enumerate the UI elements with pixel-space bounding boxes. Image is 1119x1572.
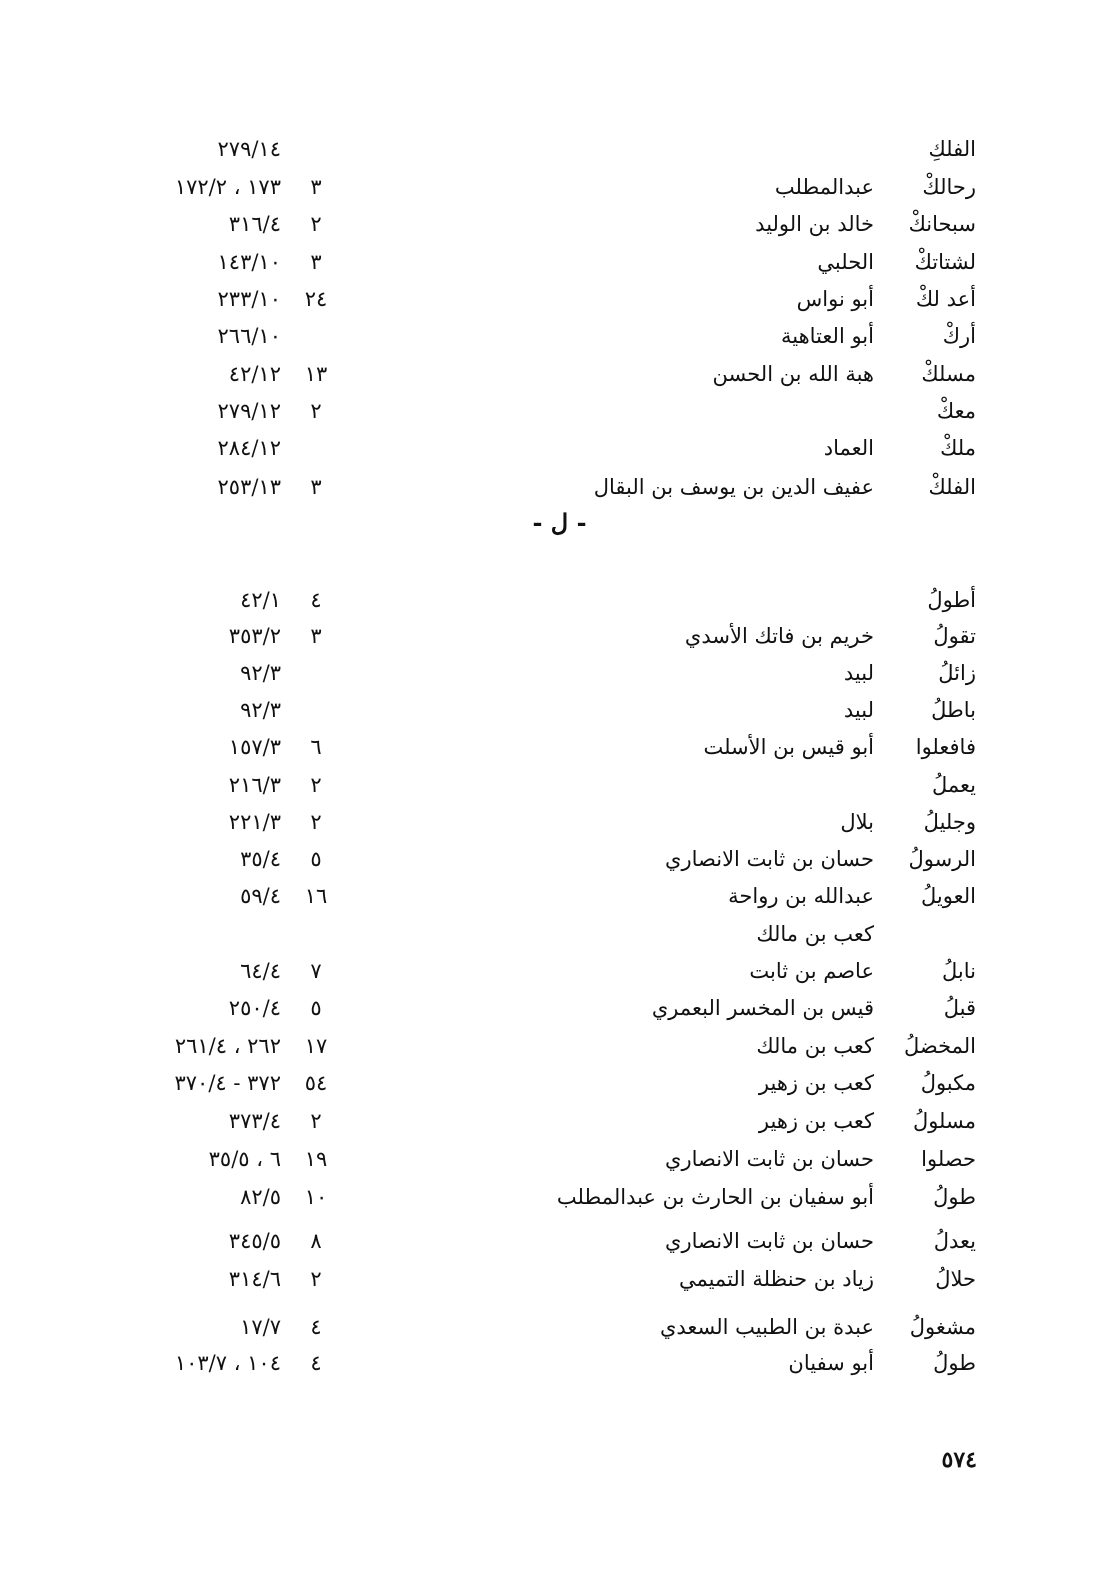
index-row	[0, 1141, 1119, 1177]
rhyme-word: يعدلُ	[933, 1229, 976, 1253]
rhyme-word: لشتاتكْ	[914, 250, 976, 274]
rhyme-word: حلالُ	[935, 1267, 976, 1291]
index-row	[0, 131, 1119, 167]
rhyme-word: رحالكْ	[922, 175, 976, 199]
index-row	[0, 692, 1119, 728]
volume-page-ref: ٩٢/٣	[240, 661, 281, 685]
index-row	[0, 1261, 1119, 1297]
verse-count: ٣	[310, 175, 322, 199]
verse-count: ٣	[310, 250, 322, 274]
volume-page-ref: ٣٧٣/٤	[228, 1109, 281, 1133]
poet-name: كعب بن زهير	[758, 1071, 874, 1095]
poet-name: أبو سفيان	[788, 1351, 874, 1375]
rhyme-word: الرسولُ	[908, 847, 976, 871]
volume-page-ref: ١٥٧/٣	[228, 735, 281, 759]
rhyme-word: ملكْ	[940, 436, 976, 460]
volume-page-ref: ٣٥/٤	[240, 847, 281, 871]
verse-count: ٢	[310, 1109, 322, 1133]
poet-name: بلال	[840, 810, 874, 834]
poet-name: كعب بن زهير	[758, 1109, 874, 1133]
volume-page-ref: ٣١٦/٤	[228, 212, 281, 236]
verse-count: ٤	[310, 1315, 322, 1339]
verse-count: ٢	[310, 810, 322, 834]
rhyme-word: سبحانكْ	[908, 212, 976, 236]
volume-page-ref: ٦٤/٤	[240, 959, 281, 983]
poet-name: عبدالله بن رواحة	[728, 884, 874, 908]
poet-name: كعب بن مالك	[756, 922, 874, 946]
rhyme-word: قبلُ	[943, 996, 976, 1020]
volume-page-ref: ١٧/٧	[240, 1315, 281, 1339]
volume-page-ref: ٢١٦/٣	[228, 773, 281, 797]
index-row	[0, 618, 1119, 654]
rhyme-word: زائلُ	[938, 661, 976, 685]
index-row	[0, 767, 1119, 803]
volume-page-ref: ١٤٣/١٠	[217, 250, 281, 274]
verse-count: ١٦	[304, 884, 328, 908]
rhyme-word: مشغولُ	[909, 1315, 976, 1339]
index-row	[0, 1223, 1119, 1259]
rhyme-word: معكْ	[936, 399, 976, 423]
verse-count: ١٧	[304, 1034, 328, 1058]
verse-count: ٢	[310, 212, 322, 236]
index-row	[0, 729, 1119, 765]
index-row	[0, 990, 1119, 1026]
verse-count: ٢	[310, 1267, 322, 1291]
index-row	[0, 430, 1119, 466]
poet-name: عبدالمطلب	[774, 175, 874, 199]
poet-name: أبو قيس بن الأسلت	[703, 735, 874, 759]
verse-count: ١٩	[304, 1147, 328, 1171]
poet-name: حسان بن ثابت الانصاري	[665, 1229, 874, 1253]
volume-page-ref: ٩٢/٣	[240, 698, 281, 722]
volume-page-ref: ٣٤٥/٥	[228, 1229, 281, 1253]
volume-page-ref: ٢٥٣/١٣	[217, 475, 281, 499]
index-row	[0, 169, 1119, 205]
rhyme-word: الفلكْ	[928, 475, 976, 499]
verse-count: ٥	[310, 996, 322, 1020]
poet-name: لبيد	[843, 661, 874, 685]
index-row	[0, 244, 1119, 280]
index-row	[0, 1179, 1119, 1215]
rhyme-word: الفلكِ	[928, 137, 976, 161]
volume-page-ref: ٣٧٢ - ٣٧٠/٤	[174, 1071, 281, 1095]
poet-name: كعب بن مالك	[756, 1034, 874, 1058]
verse-count: ٨	[310, 1229, 322, 1253]
index-row	[0, 582, 1119, 618]
rhyme-word: أعد لكْ	[915, 287, 976, 311]
index-row	[0, 655, 1119, 691]
rhyme-word: مسلكْ	[921, 362, 976, 386]
index-row	[0, 916, 1119, 952]
volume-page-ref: ٢٦٦/١٠	[217, 324, 281, 348]
rhyme-word: العويلُ	[921, 884, 976, 908]
index-row	[0, 1028, 1119, 1064]
index-row	[0, 393, 1119, 429]
index-row	[0, 206, 1119, 242]
poet-name: زياد بن حنظلة التميمي	[678, 1267, 874, 1291]
volume-page-ref: ٦ ، ٣٥/٥	[208, 1147, 281, 1171]
rhyme-word: حصلوا	[921, 1147, 976, 1171]
poet-name: الحلبي	[817, 250, 874, 274]
poet-name: العماد	[823, 436, 874, 460]
rhyme-word: يعملُ	[931, 773, 976, 797]
volume-page-ref: ٢٦٢ ، ٢٦١/٤	[174, 1034, 281, 1058]
verse-count: ٢٤	[304, 287, 328, 311]
rhyme-word: المخضلُ	[903, 1034, 976, 1058]
verse-count: ٣	[310, 624, 322, 648]
volume-page-ref: ٢٧٩/١٢	[217, 399, 281, 423]
verse-count: ٤	[310, 1351, 322, 1375]
index-row	[0, 281, 1119, 317]
index-row	[0, 1309, 1119, 1345]
poet-name: عبدة بن الطبيب السعدي	[659, 1315, 874, 1339]
volume-page-ref: ١٠٤ ، ١٠٣/٧	[174, 1351, 281, 1375]
verse-count: ٢	[310, 399, 322, 423]
volume-page-ref: ٥٩/٤	[240, 884, 281, 908]
volume-page-ref: ٢٣٣/١٠	[217, 287, 281, 311]
index-row	[0, 878, 1119, 914]
poet-name: حسان بن ثابت الانصاري	[665, 1147, 874, 1171]
volume-page-ref: ٨٢/٥	[240, 1185, 281, 1209]
poet-name: عاصم بن ثابت	[749, 959, 874, 983]
poet-name: هبة الله بن الحسن	[712, 362, 874, 386]
volume-page-ref: ٤٢/١	[240, 588, 281, 612]
poet-name: لبيد	[843, 698, 874, 722]
rhyme-word: طولُ	[933, 1351, 976, 1375]
index-row	[0, 1103, 1119, 1139]
volume-page-ref: ٢٧٩/١٤	[217, 137, 281, 161]
verse-count: ٧	[310, 959, 322, 983]
rhyme-word: طولُ	[933, 1185, 976, 1209]
volume-page-ref: ١٧٣ ، ١٧٢/٢	[174, 175, 281, 199]
verse-count: ١٠	[304, 1185, 328, 1209]
poet-name: أبو سفيان بن الحارث بن عبدالمطلب	[556, 1185, 874, 1209]
index-row	[0, 356, 1119, 392]
volume-page-ref: ٣٥٣/٢	[228, 624, 281, 648]
poet-name: أبو العتاهية	[781, 324, 874, 348]
volume-page-ref: ٢٢١/٣	[228, 810, 281, 834]
rhyme-word: وجليلُ	[923, 810, 976, 834]
poet-name: حسان بن ثابت الانصاري	[665, 847, 874, 871]
rhyme-word: مكبولُ	[920, 1071, 976, 1095]
verse-count: ١٣	[304, 362, 328, 386]
rhyme-word: أطولُ	[927, 588, 976, 612]
volume-page-ref: ٢٨٤/١٢	[217, 436, 281, 460]
index-row	[0, 318, 1119, 354]
section-heading-lam: - ل -	[532, 508, 587, 537]
index-row	[0, 953, 1119, 989]
poet-name: عفيف الدين بن يوسف بن البقال	[593, 475, 874, 499]
volume-page-ref: ٤٢/١٢	[228, 362, 281, 386]
page-number: ٥٧٤	[941, 1447, 977, 1473]
poet-name: أبو نواس	[796, 287, 874, 311]
index-row	[0, 1345, 1119, 1381]
poet-name: قيس بن المخسر البعمري	[651, 996, 874, 1020]
verse-count: ٥	[310, 847, 322, 871]
poet-name: خريم بن فاتك الأسدي	[684, 624, 874, 648]
rhyme-word: تقولُ	[933, 624, 976, 648]
rhyme-word: باطلُ	[931, 698, 976, 722]
verse-count: ٦	[310, 735, 322, 759]
volume-page-ref: ٣١٤/٦	[228, 1267, 281, 1291]
verse-count: ٣	[310, 475, 322, 499]
verse-count: ٢	[310, 773, 322, 797]
rhyme-word: نابلُ	[942, 959, 976, 983]
index-row	[0, 841, 1119, 877]
poet-name: خالد بن الوليد	[755, 212, 874, 236]
index-row	[0, 1065, 1119, 1101]
verse-count: ٥٤	[304, 1071, 328, 1095]
rhyme-word: مسلولُ	[912, 1109, 976, 1133]
verse-count: ٤	[310, 588, 322, 612]
rhyme-word: أركْ	[942, 324, 976, 348]
volume-page-ref: ٢٥٠/٤	[228, 996, 281, 1020]
index-row	[0, 804, 1119, 840]
rhyme-word: فافعلوا	[915, 735, 976, 759]
index-row	[0, 469, 1119, 505]
